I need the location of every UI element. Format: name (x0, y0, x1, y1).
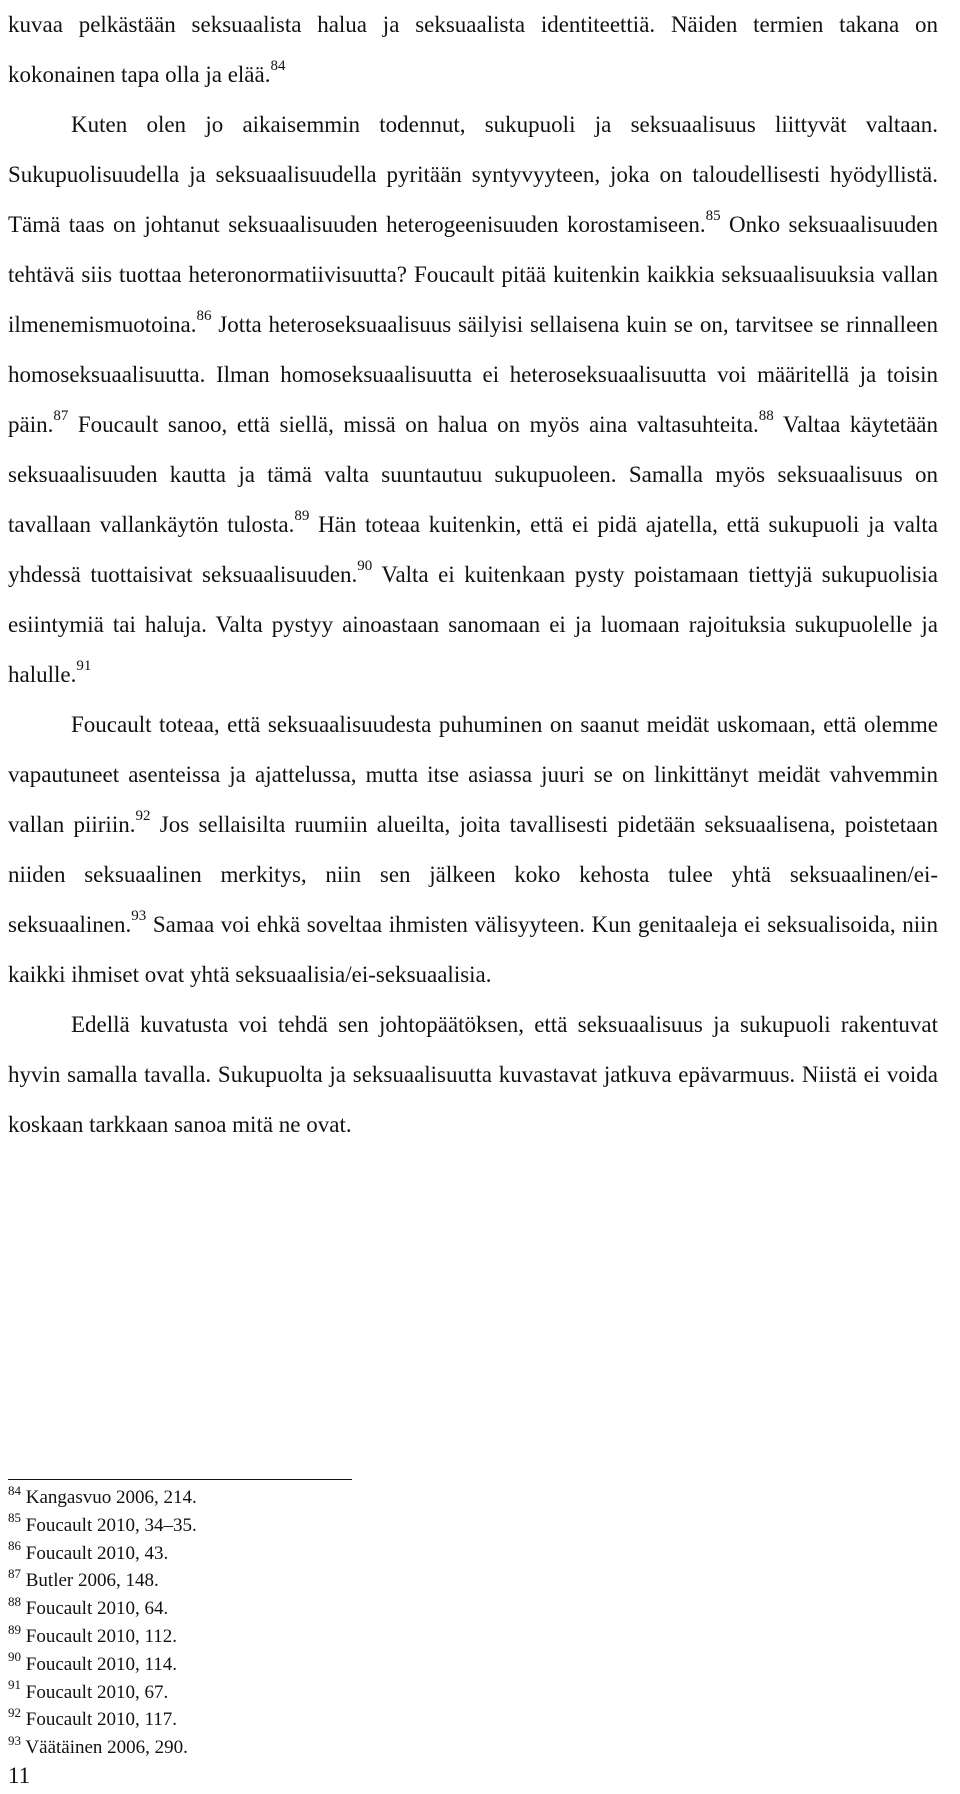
footnote (8, 1679, 508, 1707)
footnote-number: 85 (8, 1510, 21, 1526)
paragraph (8, 1000, 938, 1150)
footnote-text: Foucault 2010, 112. (25, 1625, 178, 1647)
footnote-text: Foucault 2010, 43. (25, 1542, 169, 1564)
footnote-reference: 89 (294, 508, 310, 525)
footnote-reference: 92 (135, 808, 151, 825)
footnote-number: 92 (8, 1705, 21, 1721)
footnote (8, 1540, 508, 1568)
footnote-number: 84 (8, 1482, 21, 1498)
footnote-reference: 86 (196, 308, 212, 325)
footnote-reference: 85 (705, 208, 721, 225)
paragraph-text: Edellä kuvatusta voi tehdä sen johtopäätöksen, että seksuaalisuus ja sukupuoli rakentuvat hyvin samalla tavalla. Sukupuolta ja seksuaalisuutta kuvastavat jatkuva epävarmuus. Niistä ei voida koskaan tarkkaan sanoa mitä ne ovat. (8, 1012, 938, 1137)
footnote-number: 90 (8, 1649, 21, 1665)
footnote-reference: 90 (357, 558, 373, 575)
footnote (8, 1706, 508, 1734)
body-text (8, 0, 938, 1150)
paragraph-text: Foucault sanoo, että siellä, missä on halua on myös aina valtasuhteita. (68, 412, 759, 437)
footnote (8, 1567, 508, 1595)
page-number: 11 (8, 1763, 31, 1788)
paragraph-text: Valta ei kuitenkaan pysty poistamaan tiettyjä sukupuolisia esiintymiä tai haluja. Valta pystyy ainoastaan sanomaan ei ja luomaan rajoituksia sukupuolelle ja halulle. (8, 562, 938, 687)
footnote (8, 1512, 508, 1540)
paragraph-text: Onko seksuaalisuuden tehtävä siis tuottaa heteronormatiivisuutta? Foucault pitää kuitenkin kaikkia seksuaalisuuksia vallan ilmenemismuotoina. (8, 212, 939, 337)
footnote-text: Foucault 2010, 34–35. (25, 1514, 197, 1536)
footnote (8, 1595, 508, 1623)
footnote-text: Foucault 2010, 117. (25, 1709, 178, 1731)
paragraph (8, 0, 938, 100)
paragraph (8, 700, 938, 1000)
paragraph-text: Foucault toteaa, että seksuaalisuudesta puhuminen on saanut meidät uskomaan, että olemme vapautuneet asenteissa ja ajattelussa, mutta itse asiassa juuri se on linkittänyt meidät vahvemmin vallan piiriin. (8, 712, 938, 837)
footnote (8, 1484, 508, 1512)
footnote-text: Foucault 2010, 67. (25, 1681, 169, 1703)
footnote-number: 93 (8, 1732, 21, 1748)
footnote-reference: 88 (758, 408, 774, 425)
footnote-text: Foucault 2010, 64. (25, 1598, 169, 1620)
footnote-reference: 93 (131, 908, 147, 925)
footnote-text: Butler 2006, 148. (25, 1570, 159, 1592)
paragraph-text: Hän toteaa kuitenkin, että ei pidä ajatella, että sukupuoli ja valta yhdessä tuottaisivat seksuaalisuuden. (8, 512, 938, 587)
footnote-text: Foucault 2010, 114. (25, 1653, 178, 1675)
footnotes (8, 1484, 508, 1762)
footnote-separator (8, 1479, 352, 1480)
footnote-number: 87 (8, 1566, 21, 1582)
paragraph-text: Jotta heteroseksuaalisuus säilyisi sellaisena kuin se on, tarvitsee se rinnalleen homoseksuaalisuutta. Ilman homoseksuaalisuutta ei heteroseksuaalisuutta voi määritellä ja toisin päin. (8, 312, 938, 437)
paragraph-text: Jos sellaisilta ruumiin alueilta, joita tavallisesti pidetään seksuaalisena, poistetaan niiden seksuaalinen merkitys, niin sen jälkeen koko kehosta tulee yhtä seksuaalinen/ei-seksuaalinen. (8, 812, 938, 937)
footnote-reference: 84 (270, 58, 286, 75)
footnote-reference: 91 (76, 658, 92, 675)
paragraph (8, 100, 938, 700)
paragraph-text: Samaa voi ehkä soveltaa ihmisten välisyyteen. Kun genitaaleja ei seksualisoida, niin kaikki ihmiset ovat yhtä seksuaalisia/ei-seksuaalisia. (8, 912, 938, 987)
footnote (8, 1734, 508, 1762)
paragraph-text: Kuten olen jo aikaisemmin todennut, sukupuoli ja seksuaalisuus liittyvät valtaan. Sukupuolisuudella ja seksuaalisuudella pyritään syntyvyyteen, joka on taloudellisesti hyödyllistä. Tämä taas on johtanut seksuaalisuuden heterogeenisuuden korostamiseen. (8, 112, 938, 237)
paragraph-text: kuvaa pelkästään seksuaalista halua ja seksuaalista identiteettiä. Näiden termien takana on kokonainen tapa olla ja elää. (8, 12, 938, 87)
footnote-reference: 87 (53, 408, 69, 425)
footnote-text: Kangasvuo 2006, 214. (25, 1487, 197, 1508)
paragraph-text: Valtaa käytetään seksuaalisuuden kautta ja tämä valta suuntautuu sukupuoleen. Samalla myös seksuaalisuus on tavallaan vallankäytön tulosta. (8, 412, 939, 537)
footnote-text: Väätäinen 2006, 290. (25, 1737, 188, 1759)
footnote (8, 1651, 508, 1679)
footnote-number: 86 (8, 1538, 21, 1554)
footnote (8, 1623, 508, 1651)
footnote-number: 89 (8, 1621, 21, 1637)
footnote-number: 91 (8, 1677, 21, 1693)
footnote-number: 88 (8, 1593, 21, 1609)
